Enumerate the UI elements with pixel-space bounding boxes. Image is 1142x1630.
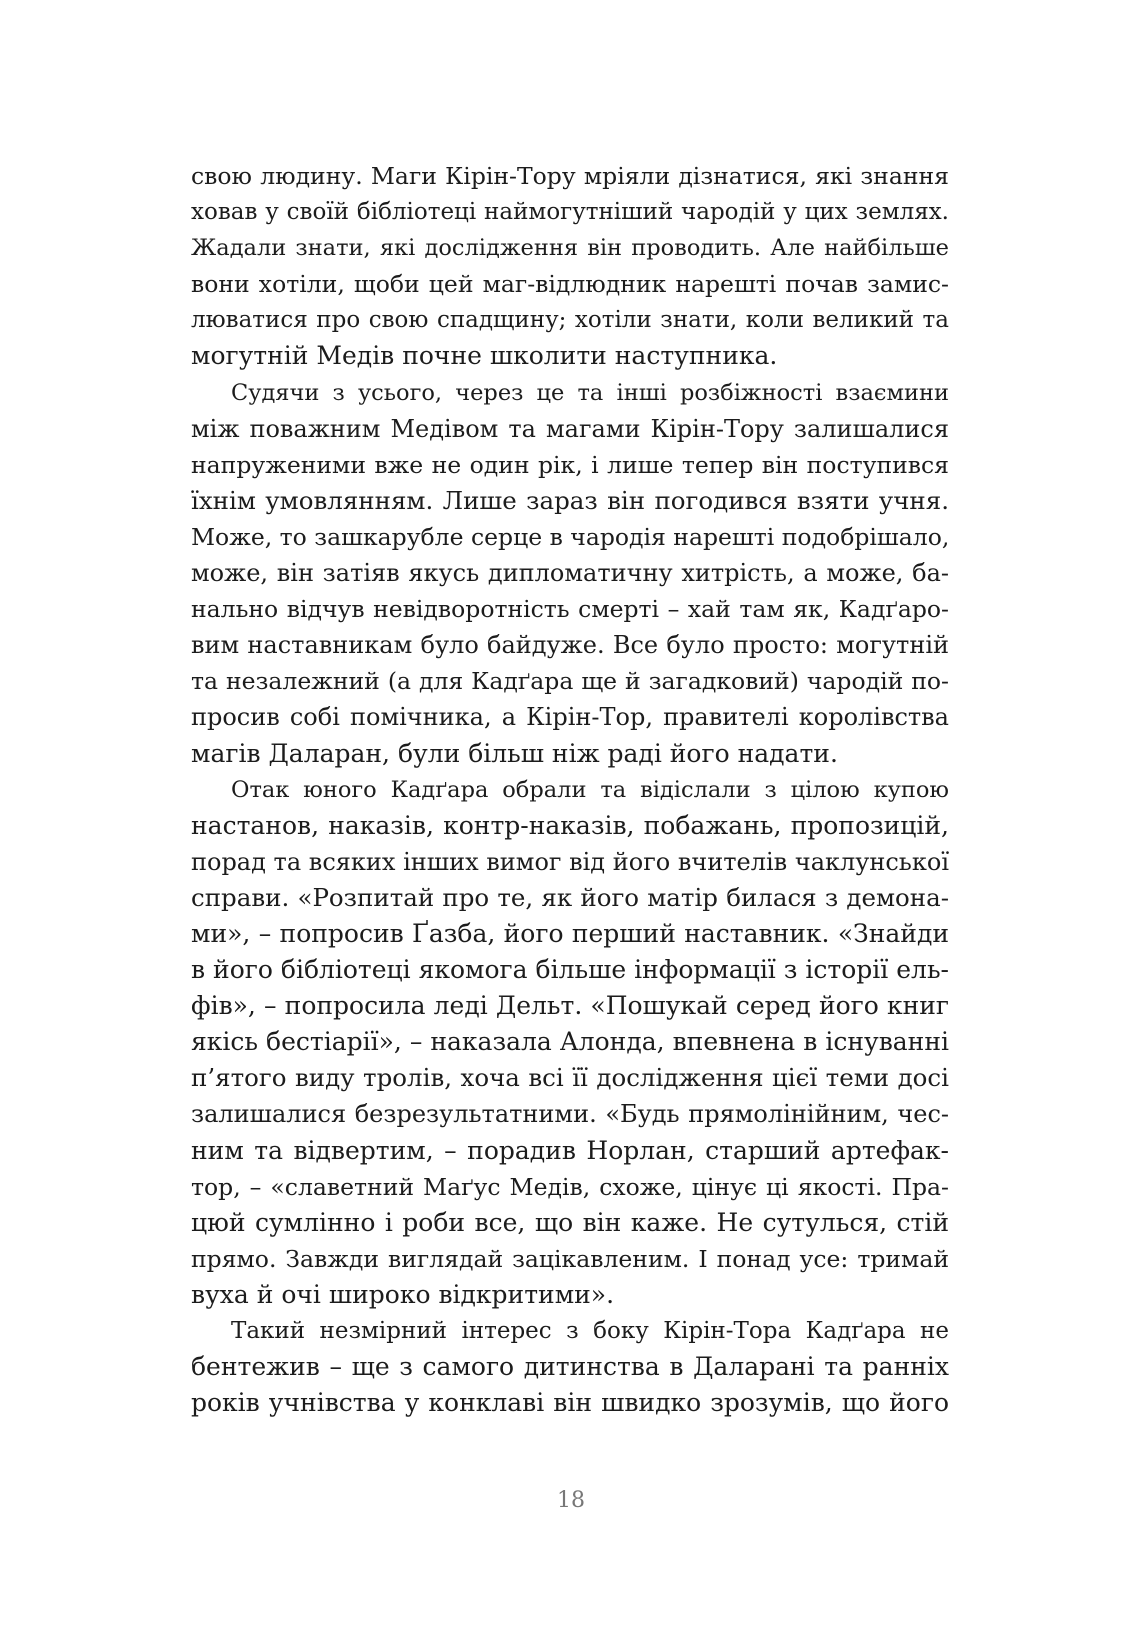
paragraph [191,375,949,772]
text-line: настанов, наказів, контр-наказів, побажань, пропозицій, [191,810,949,840]
text-line: Жадали знати, які дослідження він проводить. Але найбільше [191,235,949,262]
text-line: залишалися безрезультатними. «Будь прямолінійним, чес- [191,1100,949,1129]
text-line: магів Даларан, були більш ніж раді його надати. [191,738,838,768]
text-line: Судячи з усього, через це та інші розбіжності взаємини [231,379,949,406]
text-line: фів», – попросила леді Дельт. «Пошукай серед його книг [191,991,949,1021]
page-number: 18 [557,1488,585,1513]
text-line: ховав у своїй бібліотеці наймогутніший чародій у цих землях. [191,199,949,226]
text-line: п’ятого виду тролів, хоча всі її дослідження цієї теми досі [191,1063,949,1093]
text-line: справи. «Розпитай про те, як його матір билася з демона- [191,882,949,912]
text-line: якісь бестіарії», – наказала Алонда, впевнена в існуванні [191,1027,949,1057]
text-line: Такий незмірний інтерес з боку Кірін-Тора Кадґара не [231,1318,949,1344]
text-line: могутній Медів почне школити наступника. [191,341,778,371]
text-line: між поважним Медівом та магами Кірін-Тору залишалися [191,414,949,443]
text-line: вони хотіли, щоби цей маг-відлюдник нарешті почав замис- [191,270,949,299]
text-line: свою людину. Маги Кірін-Тору мріяли дізнатися, які знання [191,162,949,190]
text-line: вуха й очі широко відкритими». [191,1279,615,1309]
text-line: їхнім умовлянням. Лише зараз він погодився взяти учня. [191,485,949,515]
paragraph [191,1313,949,1421]
paragraph [191,158,949,375]
text-line: просив собі помічника, а Кірін-Тор, правителі королівства [191,703,949,732]
text-line: тор, – «славетний Маґус Медів, схоже, цінує ці якості. Пра- [191,1172,949,1201]
text-line: нально відчув невідворотність смерті – хай там як, Кадґаро- [191,595,949,624]
text-line: та незалежний (а для Кадґара ще й загадковий) чародій по- [191,667,949,696]
text-line: бентежив – ще з самого дитинства в Даларані та ранніх [191,1352,949,1382]
text-line: люватися про свою спадщину; хотіли знати, коли великий та [191,307,949,334]
text-line: Отак юного Кадґара обрали та відіслали з цілою купою [231,776,949,803]
paragraph [191,772,949,1313]
text-line: напруженими вже не один рік, і лише тепер він поступився [191,450,949,479]
text-line: цюй сумлінно і роби все, що він каже. Не сутулься, стій [191,1207,949,1237]
text-line: ми», – попросив Ґазба, його перший наставник. «Знайди [191,918,949,948]
page-body [191,158,949,1421]
text-line: прямо. Завжди виглядай зацікавленим. І понад усе: тримай [191,1244,949,1273]
text-line: вим наставникам було байдуже. Все було просто: могутній [191,631,949,660]
text-line: може, він затіяв якусь дипломатичну хитрість, а може, ба- [191,559,949,588]
text-line: порад та всяких інших вимог від його вчителів чаклунської [191,847,949,876]
text-line: років учнівства у конклаві він швидко зрозумів, що його [191,1388,949,1418]
text-line: ним та відвертим, – порадив Норлан, старший артефак- [191,1135,949,1165]
text-line: в його бібліотеці якомога більше інформації з історії ель- [191,955,949,985]
text-line: Може, то зашкарубле серце в чародія нарешті подобрішало, [191,522,950,551]
